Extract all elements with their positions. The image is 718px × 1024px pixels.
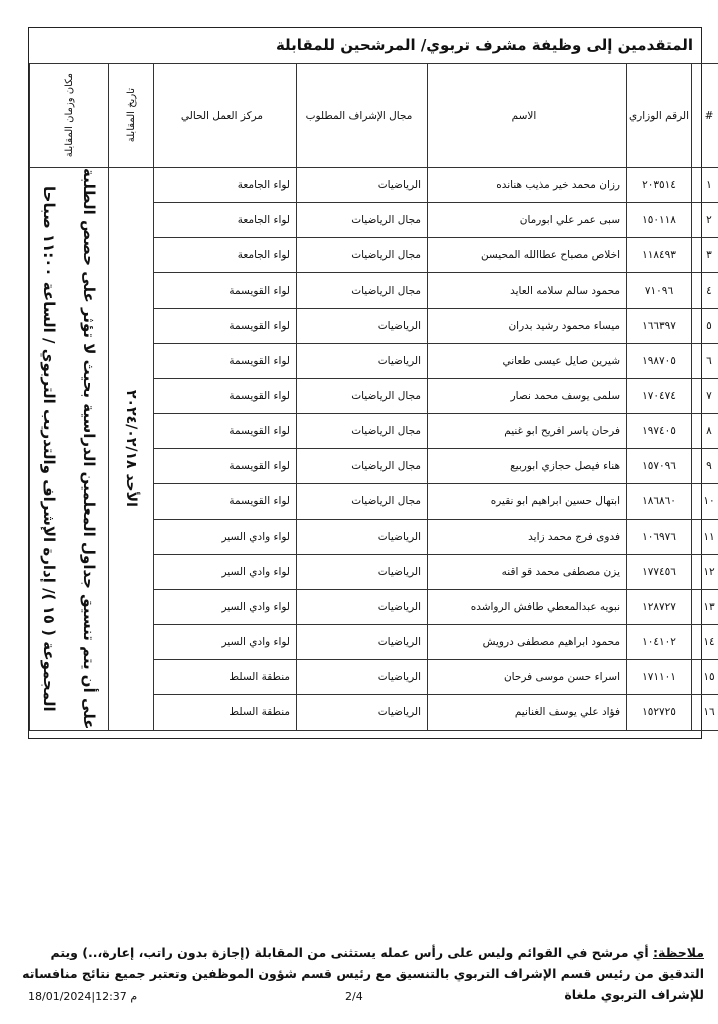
row-name: فدوى فرج محمد زايد (428, 519, 627, 554)
row-name: شيرين صايل عيسى طعاني (428, 343, 627, 378)
row-ministry-id: ١٥٠١١٨ (627, 203, 692, 238)
row-ministry-id: ١١٨٤٩٣ (627, 238, 692, 273)
row-name: فرحان ياسر افريح ابو غنيم (428, 414, 627, 449)
interview-venue-line1: المجموعة ( ١٥ )/ إدارة الإشراف والتدريب التربوي / الساعة ١١:٠٠ صباحا (40, 185, 58, 712)
header-date: تاريخ المقابلة (125, 88, 137, 143)
interview-venue-line2: على أن يتم تنسيق جداول المعلمين الدراسية بحيث لا تؤثر على حصص الطلبة (80, 168, 98, 730)
table-header-row (30, 64, 718, 168)
note-label: ملاحظة: (653, 945, 704, 960)
row-ministry-id: ١٠٦٩٧٦ (627, 519, 692, 554)
row-workplace: لواء القويسمة (154, 308, 297, 343)
row-field: مجال الرياضيات (297, 378, 428, 413)
header-ministry-id: الرقم الوزاري (627, 64, 692, 168)
row-number: ٩ (692, 449, 718, 484)
row-field: مجال الرياضيات (297, 414, 428, 449)
row-name: سلمى يوسف محمد نصار (428, 378, 627, 413)
row-workplace: لواء الجامعة (154, 168, 297, 203)
row-ministry-id: ٧١٠٩٦ (627, 273, 692, 308)
row-field: الرياضيات (297, 343, 428, 378)
row-name: اسراء حسن موسى فرحان (428, 660, 627, 695)
row-number: ١ (692, 168, 718, 203)
row-workplace: لواء القويسمة (154, 273, 297, 308)
row-field: مجال الرياضيات (297, 238, 428, 273)
row-name: سبى عمر علي ابورمان (428, 203, 627, 238)
footer-page-number: 2/4 (345, 990, 363, 1003)
header-field: مجال الإشراف المطلوب (297, 64, 428, 168)
row-ministry-id: ١٢٨٧٢٧ (627, 589, 692, 624)
row-ministry-id: ١٥٧٠٩٦ (627, 449, 692, 484)
row-field: الرياضيات (297, 308, 428, 343)
row-number: ٤ (692, 273, 718, 308)
row-field: مجال الرياضيات (297, 203, 428, 238)
row-name: يزن مصطفى محمد قو اقنه (428, 554, 627, 589)
row-ministry-id: ١٩٧٤٠٥ (627, 414, 692, 449)
row-workplace: لواء القويسمة (154, 484, 297, 519)
row-number: ١٢ (692, 554, 718, 589)
row-name: رزان محمد خير مذيب هنانده (428, 168, 627, 203)
row-field: مجال الرياضيات (297, 273, 428, 308)
row-workplace: لواء الجامعة (154, 238, 297, 273)
row-number: ١١ (692, 519, 718, 554)
row-name: محمود ابراهيم مصطفى درويش (428, 625, 627, 660)
row-field: مجال الرياضيات (297, 484, 428, 519)
interview-date: الأحد ٢٠٢٤/٠٢/١٨ (123, 390, 139, 508)
row-ministry-id: ١٧٧٤٥٦ (627, 554, 692, 589)
row-workplace: لواء وادي السير (154, 625, 297, 660)
row-workplace: لواء الجامعة (154, 203, 297, 238)
row-number: ٥ (692, 308, 718, 343)
row-field: الرياضيات (297, 519, 428, 554)
row-name: ميساء محمود رشيد بدران (428, 308, 627, 343)
row-ministry-id: ١٥٢٧٢٥ (627, 695, 692, 730)
row-number: ٣ (692, 238, 718, 273)
row-field: الرياضيات (297, 589, 428, 624)
row-number: ١٥ (692, 660, 718, 695)
row-ministry-id: ١٨٦٨٦٠ (627, 484, 692, 519)
row-field: الرياضيات (297, 168, 428, 203)
row-name: نبويه عبدالمعطي طافش الرواشده (428, 589, 627, 624)
row-ministry-id: ١٠٤١٠٢ (627, 625, 692, 660)
row-field: مجال الرياضيات (297, 449, 428, 484)
row-workplace: لواء القويسمة (154, 414, 297, 449)
interview-date-cell (109, 168, 154, 731)
header-date-cell (109, 64, 154, 168)
row-name: اخلاص مصباح عطاالله المحيسن (428, 238, 627, 273)
row-number: ١٠ (692, 484, 718, 519)
row-workplace: منطقة السلط (154, 695, 297, 730)
table-row (30, 168, 718, 203)
page-title: المتقدمين إلى وظيفة مشرف تربوي/ المرشحين للمقابلة (29, 28, 701, 64)
row-number: ٦ (692, 343, 718, 378)
row-number: ٨ (692, 414, 718, 449)
row-ministry-id: ١٩٨٧٠٥ (627, 343, 692, 378)
row-workplace: لواء القويسمة (154, 449, 297, 484)
table-body (30, 168, 718, 731)
candidates-table (29, 63, 718, 731)
row-number: ٢ (692, 203, 718, 238)
row-ministry-id: ٢٠٣٥١٤ (627, 168, 692, 203)
row-name: محمود سالم سلامه العايد (428, 273, 627, 308)
header-venue-cell (30, 64, 109, 168)
row-workplace: لواء القويسمة (154, 343, 297, 378)
row-field: الرياضيات (297, 695, 428, 730)
row-ministry-id: ١٧٠٤٧٤ (627, 378, 692, 413)
row-field: الرياضيات (297, 625, 428, 660)
row-workplace: لواء وادي السير (154, 519, 297, 554)
row-number: ١٣ (692, 589, 718, 624)
row-workplace: منطقة السلط (154, 660, 297, 695)
header-name: الاسم (428, 64, 627, 168)
header-num: # (692, 64, 718, 168)
row-workplace: لواء وادي السير (154, 589, 297, 624)
row-ministry-id: ١٦٦٣٩٧ (627, 308, 692, 343)
row-number: ٧ (692, 378, 718, 413)
interview-venue-cell (30, 168, 109, 731)
row-ministry-id: ١٧١١٠١ (627, 660, 692, 695)
row-name: هناء فيصل حجازي ابوربيع (428, 449, 627, 484)
row-field: الرياضيات (297, 660, 428, 695)
table-frame (28, 27, 715, 739)
row-workplace: لواء وادي السير (154, 554, 297, 589)
row-number: ١٤ (692, 625, 718, 660)
row-name: ابتهال حسين ابراهيم ابو نقيره (428, 484, 627, 519)
row-workplace: لواء القويسمة (154, 378, 297, 413)
note-text: أي مرشح في القوائم وليس على رأس عمله يستثنى من المقابلة (إجازة بدون راتب، إعارة،..) ويتم التدقيق من رئيس قسم الإشراف التربوي بالتنسيق مع رئيس قسم شؤون الموظفين وتعتبر جميع نتائج منافساته للإشراف التربوي ملغاة (22, 945, 704, 1002)
header-workplace: مركز العمل الحالي (154, 64, 297, 168)
row-number: ١٦ (692, 695, 718, 730)
header-venue: مكان وزمان المقابلة (63, 73, 75, 158)
row-field: الرياضيات (297, 554, 428, 589)
row-name: فؤاد علي يوسف الغنانيم (428, 695, 627, 730)
footer-timestamp: 18/01/2024|12:37 م (28, 990, 138, 1003)
